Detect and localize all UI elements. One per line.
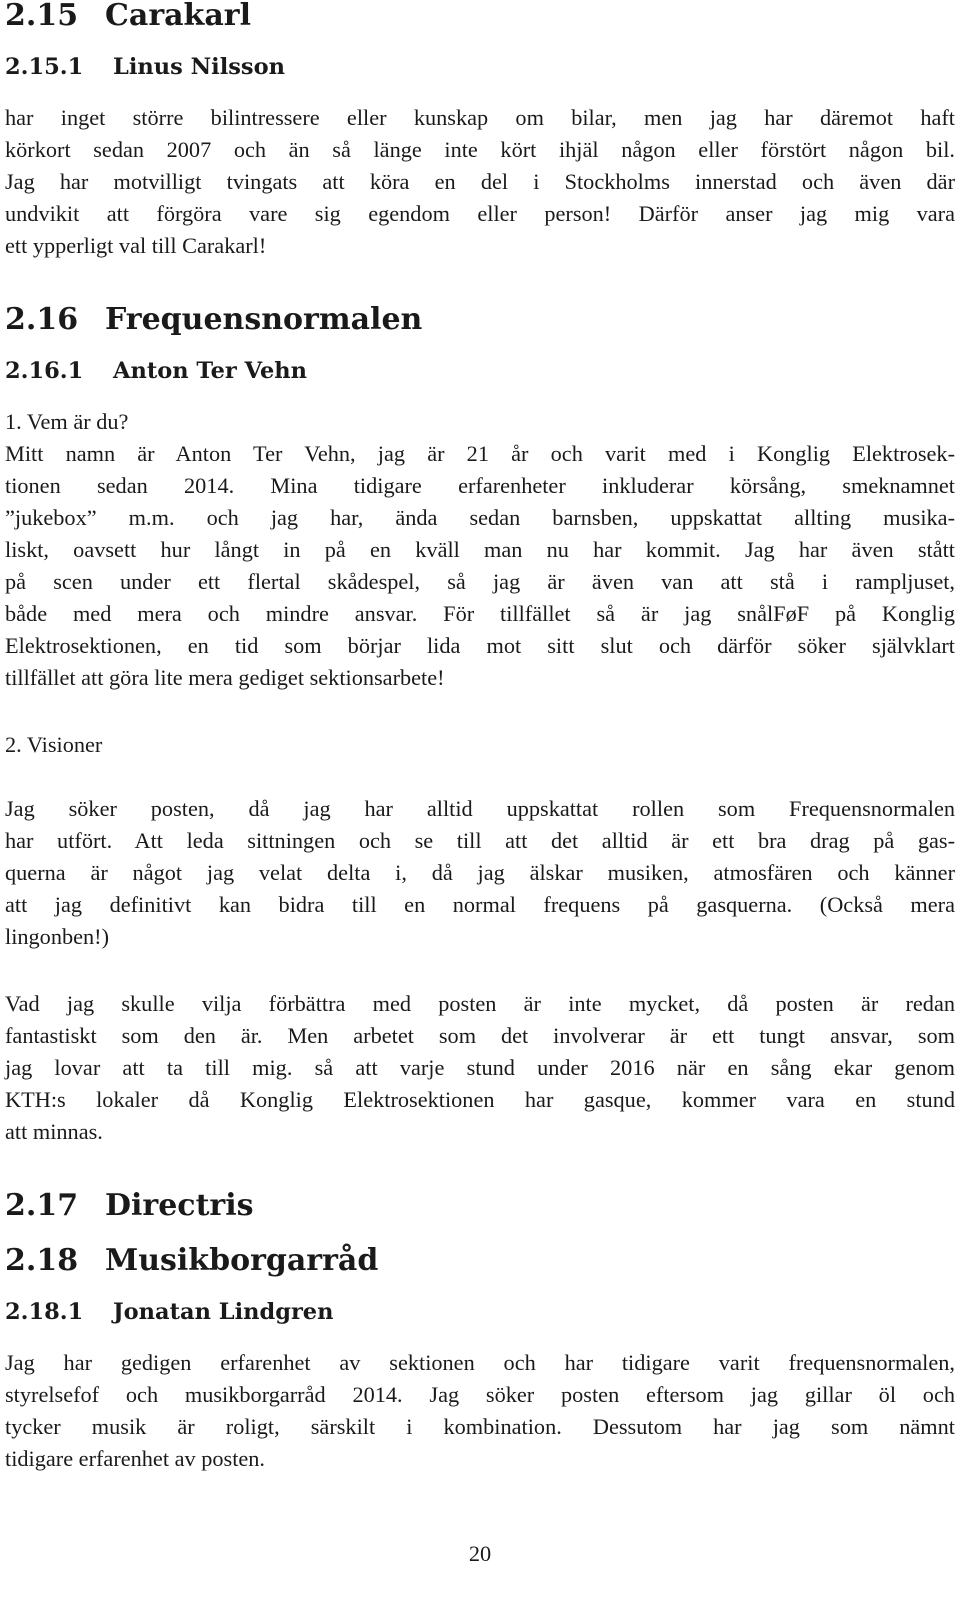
text-line: querna är något jag velat delta i, då jag älskar musiken, atmosfären och känner <box>5 860 955 885</box>
section-heading-2-18 <box>5 1243 955 1279</box>
text-line: Jag söker posten, då jag har alltid uppskattat rollen som Frequensnormalen <box>5 796 955 821</box>
text-line: fantastiskt som den är. Men arbetet som det involverar är ett tungt ansvar, som <box>5 1023 955 1048</box>
text-line: ett ypperligt val till Carakarl! <box>5 233 267 258</box>
text-line: styrelsefof och musikborgarråd 2014. Jag söker posten eftersom jag gillar öl och <box>5 1382 955 1407</box>
subsection-number: 2.16.1 <box>5 358 84 384</box>
text-line: KTH:s lokaler då Konglig Elektrosektionen har gasque, kommer vara en stund <box>5 1087 955 1112</box>
text-line: att jag definitivt kan bidra till en normal frequens på gasquerna. (Också mera <box>5 892 955 917</box>
subsection-heading-2-15-1 <box>5 52 955 82</box>
section-heading-2-17 <box>5 1188 955 1224</box>
question-2: 2. Visioner <box>5 732 103 757</box>
subsection-number: 2.18.1 <box>5 1299 84 1325</box>
text-line: tycker musik är roligt, särskilt i kombination. Dessutom har jag som nämnt <box>5 1414 955 1439</box>
text-line: tillfället att göra lite mera gediget sektionsarbete! <box>5 665 445 690</box>
text-line: tidigare erfarenhet av posten. <box>5 1446 266 1471</box>
subsection-title: Anton Ter Vehn <box>113 358 307 384</box>
section-title: Directris <box>105 1188 254 1223</box>
subsection-heading-2-16-1 <box>5 356 955 386</box>
text-line: Jag har motvilligt tvingats att köra en del i Stockholms innerstad och även där <box>5 169 955 194</box>
paragraph-anton-1 <box>5 438 955 694</box>
text-line: Vad jag skulle vilja förbättra med posten är inte mycket, då posten är redan <box>5 991 955 1016</box>
text-line: på scen under ett flertal skådespel, så jag är även van att stå i rampljuset, <box>5 569 955 594</box>
text-line: undvikit att förgöra vare sig egendom eller person! Därför anser jag mig vara <box>5 201 955 226</box>
section-title: Carakarl <box>105 0 251 33</box>
paragraph-anton-3 <box>5 988 955 1148</box>
text-line: har utfört. Att leda sittningen och se till att det alltid är ett bra drag på gas- <box>5 828 955 853</box>
text-line: körkort sedan 2007 och än så länge inte kört ihjäl någon eller förstört någon bil. <box>5 137 955 162</box>
question-1: 1. Vem är du? <box>5 409 129 434</box>
text-line: har inget större bilintressere eller kunskap om bilar, men jag har däremot haft <box>5 105 955 130</box>
section-number: 2.18 <box>5 1243 79 1278</box>
text-line: både med mera och mindre ansvar. För tillfället så är jag snålFøF på Konglig <box>5 601 955 626</box>
subsection-number: 2.15.1 <box>5 54 84 80</box>
subsection-title: Jonatan Lindgren <box>113 1299 334 1325</box>
paragraph-jonatan <box>5 1347 955 1475</box>
paragraph-anton-2 <box>5 793 955 953</box>
section-heading-2-15 <box>5 0 955 34</box>
text-line: Elektrosektionen, en tid som börjar lida mot sitt slut och därför söker självklart <box>5 633 955 658</box>
section-number: 2.15 <box>5 0 79 33</box>
text-line: liskt, oavsett hur långt in på en kväll man nu har kommit. Jag har även stått <box>5 537 955 562</box>
subsection-heading-2-18-1 <box>5 1297 955 1327</box>
text-line: jag lovar att ta till mig. så att varje stund under 2016 när en sång ekar genom <box>5 1055 955 1080</box>
section-number: 2.17 <box>5 1188 79 1223</box>
paragraph-linus <box>5 102 955 262</box>
text-line: Mitt namn är Anton Ter Vehn, jag är 21 år och varit med i Konglig Elektrosek- <box>5 441 955 466</box>
text-line: ”jukebox” m.m. och jag har, ända sedan barnsben, uppskattat allting musika- <box>5 505 955 530</box>
section-number: 2.16 <box>5 302 79 337</box>
section-title: Musikborgarråd <box>105 1243 379 1278</box>
subsection-title: Linus Nilsson <box>113 54 285 80</box>
text-line: tionen sedan 2014. Mina tidigare erfarenheter inkluderar körsång, smeknamnet <box>5 473 955 498</box>
text-line: lingonben!) <box>5 924 110 949</box>
page-number: 20 <box>468 1541 492 1566</box>
section-heading-2-16 <box>5 302 955 338</box>
text-line: Jag har gedigen erfarenhet av sektionen och har tidigare varit frequensnormalen, <box>5 1350 955 1375</box>
text-line: att minnas. <box>5 1119 103 1144</box>
section-title: Frequensnormalen <box>105 302 423 337</box>
